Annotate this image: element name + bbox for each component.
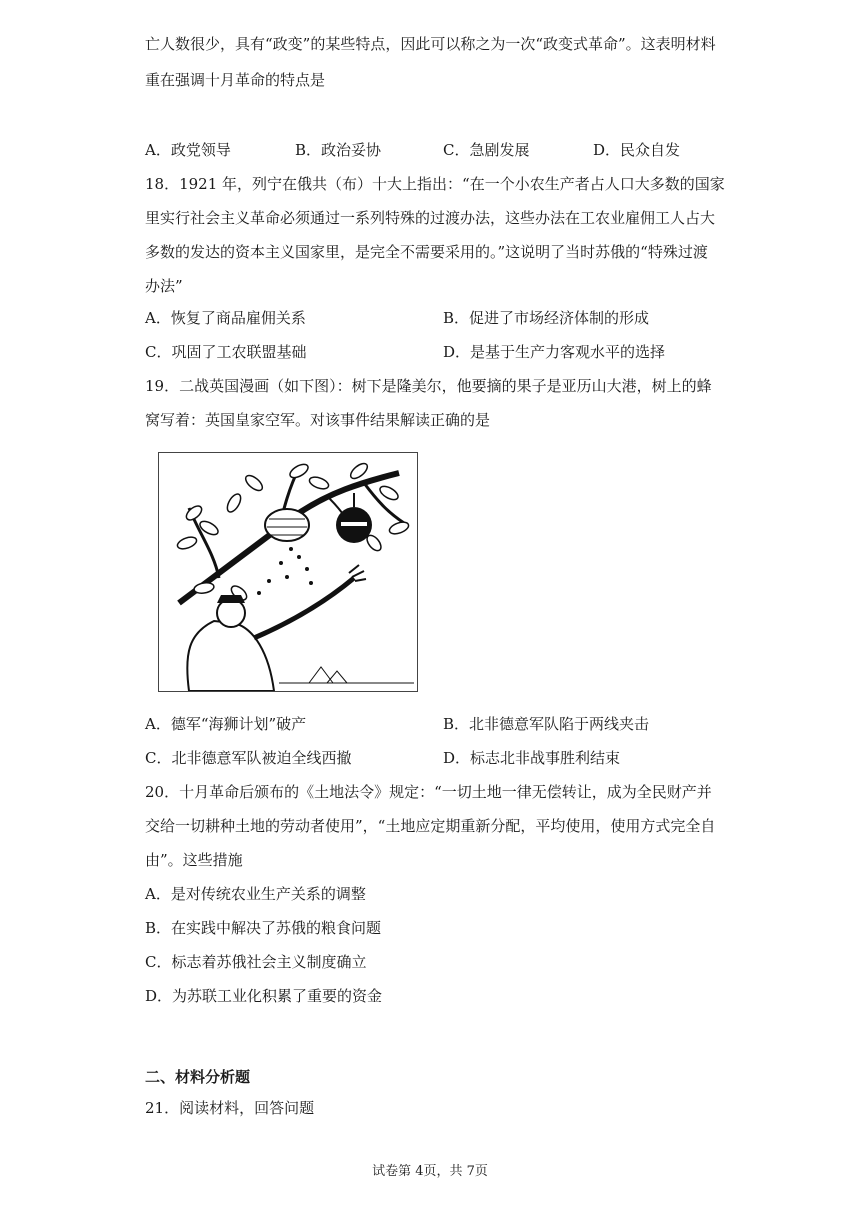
q19-line-1: 19．二战英国漫画（如下图）：树下是隆美尔，他要摘的果子是亚历山大港，树上的蜂 <box>145 377 712 395</box>
q20-line-2: 交给一切耕种土地的劳动者使用”，“土地应定期重新分配，平均使用，使用方式完全自 <box>145 817 716 835</box>
q19-line-2: 窝写着：英国皇家空军。对该事件结果解读正确的是 <box>145 411 491 429</box>
q17-option-c[interactable]: C．急剧发展 <box>443 141 530 159</box>
q20-line-1: 20．十月革命后颁布的《土地法令》规定：“一切土地一律无偿转让，成为全民财产并 <box>145 783 712 801</box>
cartoon-image <box>158 452 418 692</box>
q17-line-1: 亡人数很少，具有“政变”的某些特点，因此可以称之为一次“政变式革命”。这表明材料 <box>145 35 716 53</box>
q17-option-d[interactable]: D．民众自发 <box>593 141 681 159</box>
q20-option-b[interactable]: B．在实践中解决了苏俄的粮食问题 <box>145 919 382 937</box>
q19-option-a[interactable]: A．德军“海狮计划”破产 <box>145 715 307 733</box>
q20-option-d[interactable]: D．为苏联工业化积累了重要的资金 <box>145 987 383 1005</box>
page-footer: 试卷第 4页，共 7页 <box>372 1164 488 1179</box>
q18-option-c[interactable]: C．巩固了工农联盟基础 <box>145 343 307 361</box>
q18-option-d[interactable]: D．是基于生产力客观水平的选择 <box>443 343 666 361</box>
q18-line-4: 办法” <box>145 277 183 295</box>
q18-option-a[interactable]: A．恢复了商品雇佣关系 <box>145 309 306 327</box>
q20-option-c[interactable]: C．标志着苏俄社会主义制度确立 <box>145 953 367 971</box>
q17-line-2: 重在强调十月革命的特点是 <box>145 71 326 89</box>
section-title: 二、材料分析题 <box>145 1068 251 1086</box>
q21-prompt: 21．阅读材料，回答问题 <box>145 1099 315 1117</box>
q18-line-1: 18．1921 年，列宁在俄共（布）十大上指出：“在一个小农生产者占人口大多数的国家 <box>145 175 725 193</box>
q18-line-3: 多数的发达的资本主义国家里，是完全不需要采用的。”这说明了当时苏俄的“特殊过渡 <box>145 243 708 261</box>
q20-line-3: 由”。这些措施 <box>145 851 243 869</box>
q18-line-2: 里实行社会主义革命必须通过一系列特殊的过渡办法，这些办法在工农业雇佣工人占大 <box>145 209 716 227</box>
cartoon-drawing <box>159 453 417 691</box>
q17-option-b[interactable]: B．政治妥协 <box>295 141 382 159</box>
q19-option-d[interactable]: D．标志北非战事胜利结束 <box>443 749 621 767</box>
q19-option-c[interactable]: C．北非德意军队被迫全线西撤 <box>145 749 352 767</box>
q20-option-a[interactable]: A．是对传统农业生产关系的调整 <box>145 885 366 903</box>
q19-option-b[interactable]: B．北非德意军队陷于两线夹击 <box>443 715 650 733</box>
q17-option-a[interactable]: A．政党领导 <box>145 141 231 159</box>
q18-option-b[interactable]: B．促进了市场经济体制的形成 <box>443 309 650 327</box>
